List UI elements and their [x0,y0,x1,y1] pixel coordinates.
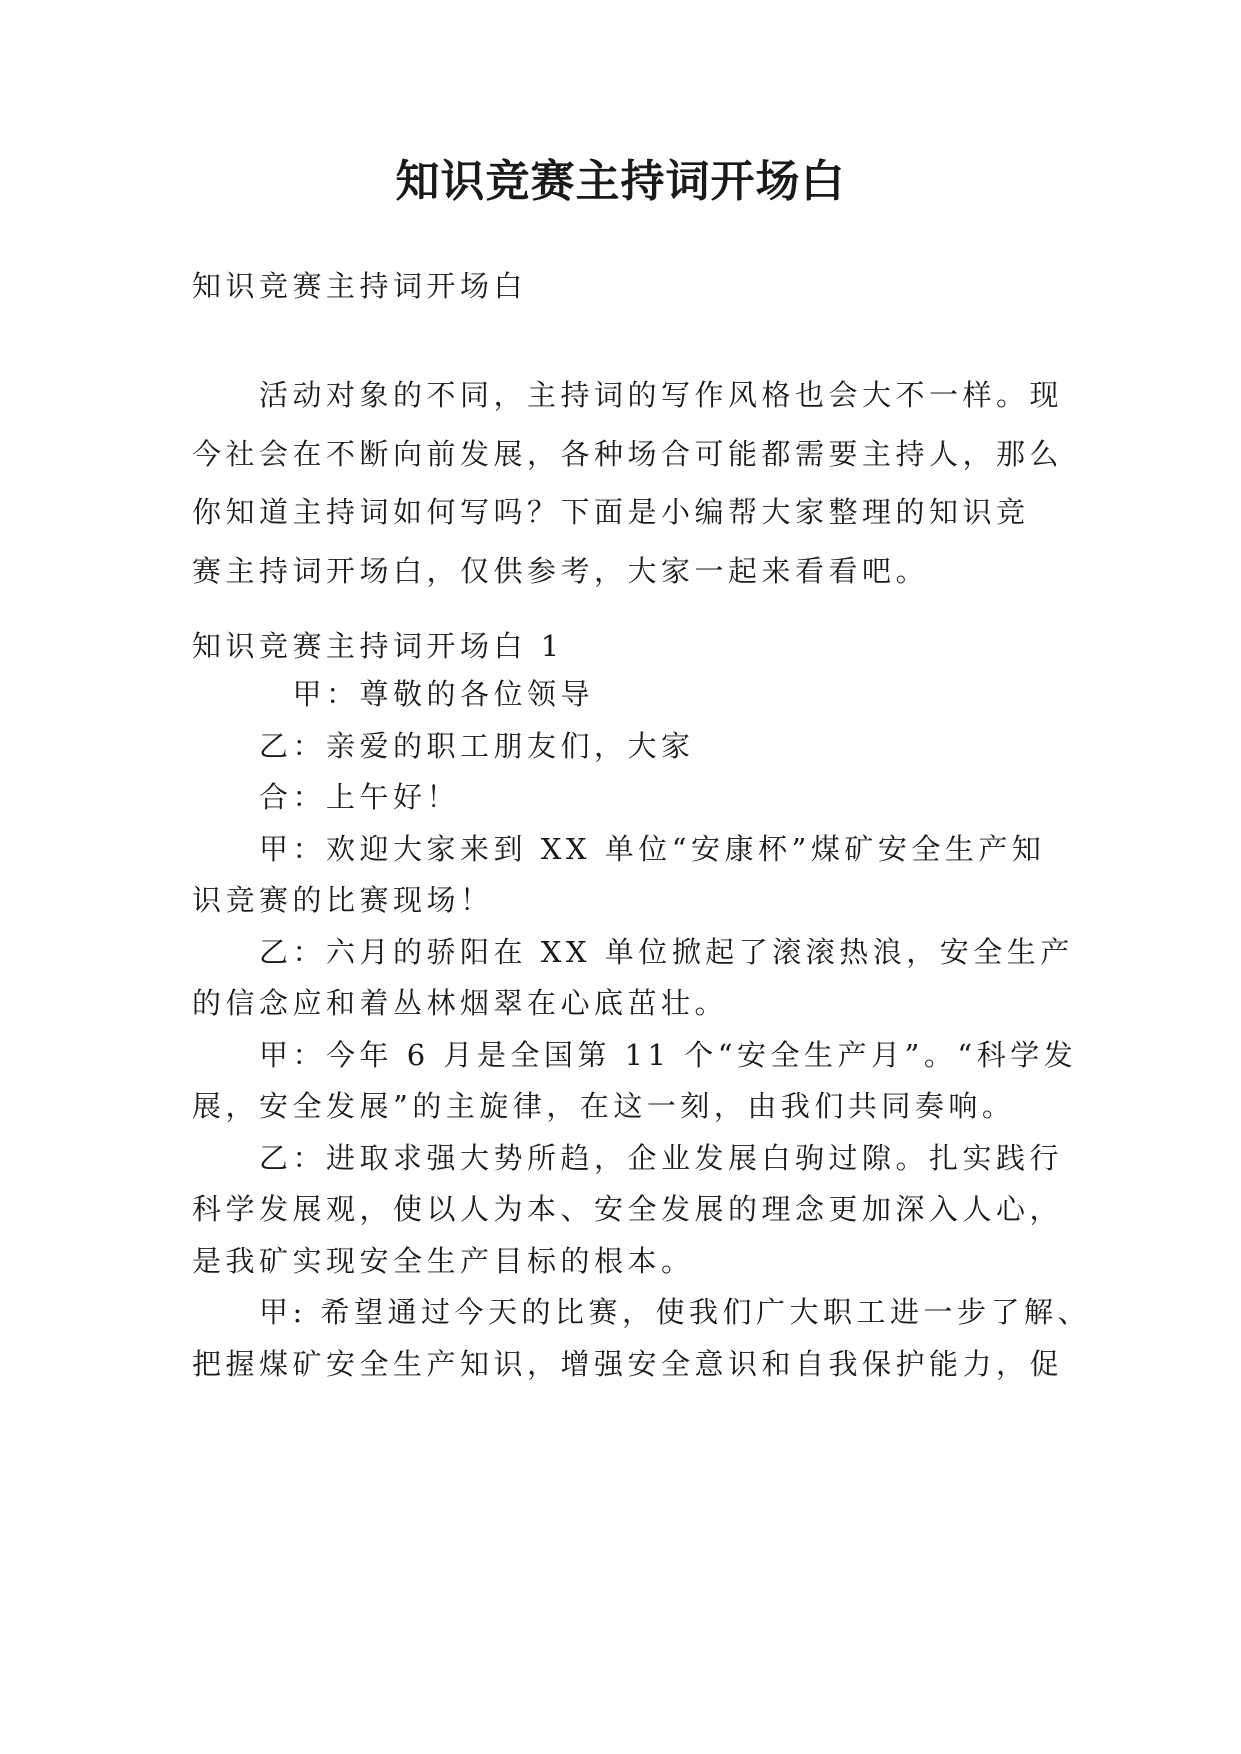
section-heading: 知识竞赛主持词开场白 1 [192,629,564,663]
dialogue-line: 甲：欢迎大家来到 XX 单位“安康杯”煤矿安全生产知 [192,831,1046,866]
dialogue-line: 乙：亲爱的职工朋友们，大家 [192,728,695,763]
dialogue-line: 甲: 希望通过今天的比赛，使我们广大职工进一步了解、 [192,1295,1091,1329]
dialogue-line: 识竞赛的比赛现场！ [192,883,494,917]
dialogue-line: 是我矿实现安全生产目标的根本。 [192,1243,695,1278]
document-title: 知识竞赛主持词开场白 [395,156,846,207]
dialogue-block [192,669,1091,1390]
dialogue-line: 科学发展观，使以人为本、安全发展的理念更加深入人心， [192,1192,1064,1226]
dialogue-line: 乙：六月的骄阳在 XX 单位掀起了滚滚热浪，安全生产 [192,934,1074,969]
dialogue-line: 乙：进取求强大势所趋，企业发展白驹过隙。扎实践行 [192,1140,1064,1175]
intro-line: 活动对象的不同，主持词的写作风格也会大不一样。现 [192,378,1064,412]
dialogue-line: 把握煤矿安全生产知识，增强安全意识和自我保护能力，促 [192,1346,1064,1381]
dialogue-line: 展，安全发展”的主旋律，在这一刻，由我们共同奏响。 [192,1089,1016,1123]
dialogue-line: 甲：尊敬的各位领导 [192,677,595,711]
dialogue-line: 的信念应和着丛林烟翠在心底茁壮。 [192,986,729,1020]
dialogue-line: 甲：今年 6 月是全国第 11 个“安全生产月”。“科学发 [192,1037,1078,1072]
intro-line: 赛主持词开场白，仅供参考，大家一起来看看吧。 [192,553,930,588]
document-subtitle: 知识竞赛主持词开场白 [192,269,528,303]
intro-paragraph [192,366,1072,600]
intro-line: 你知道主持词如何写吗？下面是小编帮大家整理的知识竞 [192,495,1030,529]
intro-line: 今社会在不断向前发展，各种场合可能都需要主持人，那么 [192,436,1064,471]
dialogue-line: 合：上午好！ [192,780,461,814]
